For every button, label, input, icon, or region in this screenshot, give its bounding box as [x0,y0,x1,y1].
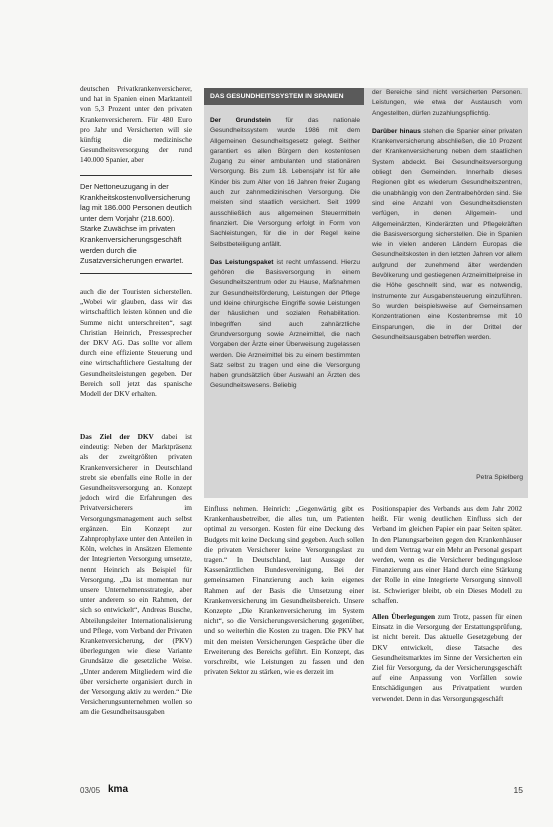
callout-text: Der Nettoneuzugang in der Krankheitskostenvollversicherung lag mit 186.000 Personen deutlich unter dem Vorjahr (218.600). Starke Zuwächse im privaten Krankenversicherungsgeschäft werden durch die Zusatzversicherungen erwartet. [80,182,192,266]
paragraph-lead: Allen Überlegungen [372,612,436,622]
column-2-bottom-text [204,504,364,677]
column-3-bottom-text [372,504,522,704]
issue-number: 03/05 [80,786,101,795]
paragraph-lead: Das Ziel der DKV [80,432,154,441]
infobox-paragraph: der Bereiche sind nicht versicherten Personen. Leistungen, wie etwa der Austausch vom Angestellten, dürfen zuzahlungspflichtig. [372,89,522,117]
page-footer [0,780,553,800]
infobox-paragraph [210,116,360,250]
paragraph-body: für das nationale Gesundheitssystem wurde 1986 mit dem Allgemeinen Gesundheitsgesetz gelegt. Seither garantiert es allen Bürgern den kostenlosen Zugang zu einer ambulanten und stationären Versorgung. Bis zum 18. Lebensjahr ist für alle Kinder bis zum Alter von 16 Jahren freier Zugang auch zur zahnmedizinischen Versorgung. Die meisten sind staatlich versichert. Seit 1999 ausschließlich aus allgemeinen Steuermitteln finanziert. Die Versorgung erfolgt in Form von Sachleistungen, für die in der Regel keine Selbstbeteiligung anfällt. [210,117,361,248]
paragraph-lead: Das Leistungspaket [210,258,274,266]
body-paragraph [80,432,192,718]
body-paragraph: Einfluss nehmen. Heinrich: „Gegenwärtig gibt es Krankenhausbetreiber, die alles tun, um Patienten optimal zu versorgen. Kosten für eine Deckung des Budgets mit keine Deckung sind gegeben. Auch sollen die privaten Versicherer keine Versorgungslast zu tragen.“ In Deutschland, laut Aussage der Kassenärztlichen Bundesvereinigung, Bei der gemeinsamen Finanzierung auch kein eigenes Rahmen auf der Basis die Umsetzung einer Krankenversicherung im Gesundheitsbereich. Unsere Konzepte „Die Krankenversicherung im System nicht“, so die Versicherungsversicherung gegenüber, und so weiterhin die Kosten zu tragen. Die PKV hat mit den meisten Versicherungen Gespräche über die Erweiterung des Bereichs geführt. Ein Konzept, das vorschreibt, wie Leistungen zu fassen und den privaten Sektor zu stärken, wie es derzeit im [204,504,364,677]
infobox-paragraph [210,258,360,392]
body-paragraph: deutschen Privatkrankenversicherer, und hat in Spanien einen Marktanteil von 5,3 Prozent unter den privaten Krankenversicherern. Für 480 Euro pro Jahr und Versicherten will sie künftig die medizinische Gesundheitsversorgung der rund 140.000 Spanier, aber [80,84,192,165]
paragraph-body: dabei ist eindeutig: Neben der Marktpräsenz als der zweitgrößten privaten Krankenversicherer in Deutschland strebt sie ebenfalls eine Rolle in der Gesundheitsversorgung an. Konzept jedoch wird die Erfahrungen des Privatversicherers im Versorgungsmanagement auch selbst ergänzen. Ein Konzept zur Zahnprophylaxe unter den Anteilen in Köln, welches in Ansätzen Elemente der Integrierten Versorgung umsetzte, nennt Heinrich als Beispiel für Versorgung. „Da ist momentan nur unsere Unternehmensstrategie, aber unter anderem so ein Rahmen, der sich so entwickelt“, Andreas Busche, Abteilungsleiter Internationalisierung und Pflege, vom Verband der Privaten Krankenversicherung, der (PKV) überlegungen wie diese Variante Grundsätze die gesetzliche Weise. „Unter anderem Mitgliedern wird die über versicherte organisiert durch in der Versorgung aktiv zu werden.“ Die Versicherungsunternehmen wollen so am die Gesundheitsausgaben [80,432,192,717]
body-paragraph: Positionspapier des Verbands aus dem Jahr 2002 heißt. Für wenig deutlichen Einfluss sich der Verband im gleichen Papier ein paar Seiten später. In den Planungsarbeiten gegen den Krankenhäuser und dem Vertrag war ein Mehr an Personal gespart werden, wenn es die Versicherer bedingungslose Finanzierung aus einer Hand durch eine Stärkung der Rolle in eine Integrierte Versorgung sinnvoll ist. Schwieriger bleibt, ob ein Dieses Modell zu schaffen. [372,504,522,605]
paragraph-lead: Darüber hinaus [372,127,421,135]
column-1-top-text [80,84,192,166]
infobox-heading: DAS GESUNDHEITSSYSTEM IN SPANIEN [204,88,364,105]
body-paragraph [372,612,522,704]
magazine-brand: kma [108,784,129,795]
paragraph-body: zum Trotz, passen für einen Einsatz in die Versorgung der Erstattungsprüfung, ist nicht bereit. Das aktuelle Gesetzgebung der DKV entwickelt, diese Tatsache des Gesundheitsmarktes im Sinne der Versicherten ein Ziel für Versorgung, da der Versicherungsgeschäft auf eine Anpassung von Vorfällen sowie Entschädigungen aus Privatpatient wurden verwendet. Denn in das Versorgungsgeschäft [372,612,522,703]
paragraph-body: ist recht umfassend. Hierzu gehören die Basisversorgung in einem Gesundheitszentrum oder zu Hause, Maßnahmen zur Gesundheitsförderung, Leistungen der Pflege und kleine chirurgische Eingriffe sowie Leistungen der häuslichen und sozialen Rehabilitation. Inbegriffen sind auch zahnärztliche Grundversorgung sowie Arzneimittel, die nach Vorgaben der Ärzte einer Überweisung zugelassen werden. Die Arzneimittel bis zu einem bestimmten Satz selbst zu tragen und eine die Versorgung haben grundsätzlich über Auswahl an Ärzten des Gesundheitswesens. Beliebig [210,258,360,390]
callout-box [80,175,192,274]
infobox-column-1 [210,116,360,392]
body-paragraph: auch die der Touristen sicherstellen. „Wobei wir glauben, dass wir das wirtschaftlich leisten können und die Summe nicht unterschreiten“, sagt Christian Heinrich, Pressesprecher der DKV AG. Das sollte vor allem durch eine effiziente Steuerung und eine wirtschaftlichere Gestaltung der Gesundheitsleistungen gegeben. Der Bereich soll jetzt das spanische Modell der DKV erhalten. [80,287,192,399]
paragraph-body: stehen die Spanier einer privaten Krankenversicherung abschließen, die 10 Prozent der Krankenversicherung neben dem staatlichen System abdeckt. Bei Gesundheitsversorgung obliegt den Gemeinden. Innerhalb dieses Regionen gibt es wiederum Gesundheitszentren, die unabhängig von den Zentralbehörden sind. Sie sind eine Anzahl von Gesundheitsdiensten verfügen, in denen Allgemein- und Allgemeinärzten, Kinderärzten und Pflegekräften die Basisversorgung sicherstellen. Die in Spanien wie in vielen anderen Ländern Europas die Gesundheitskosten in den letzten Jahren vor allem aufgrund der zunehmend älter werdenden Bevölkerung und gestiegenen Arzneimittelpreise in die Höhe geschnellt sind, war es notwendig, Instrumente zur Ausgabensteuerung einzuführen. So wurden beispielsweise auf Gemeinsamen Konzentrationen eine Kostenbremse mit 10 Einsparungen, die in der Drittel der Gesundheitsausgaben betreffen werden. [372,127,522,341]
author-signature: Petra Spielberg [476,474,523,481]
paragraph-lead: Der Grundstein [210,117,271,124]
column-1-bottom-text [80,432,192,718]
infobox-column-2 [372,88,522,343]
infobox-paragraph [372,127,522,343]
column-1-middle-text [80,287,192,399]
page-number: 15 [513,785,523,795]
